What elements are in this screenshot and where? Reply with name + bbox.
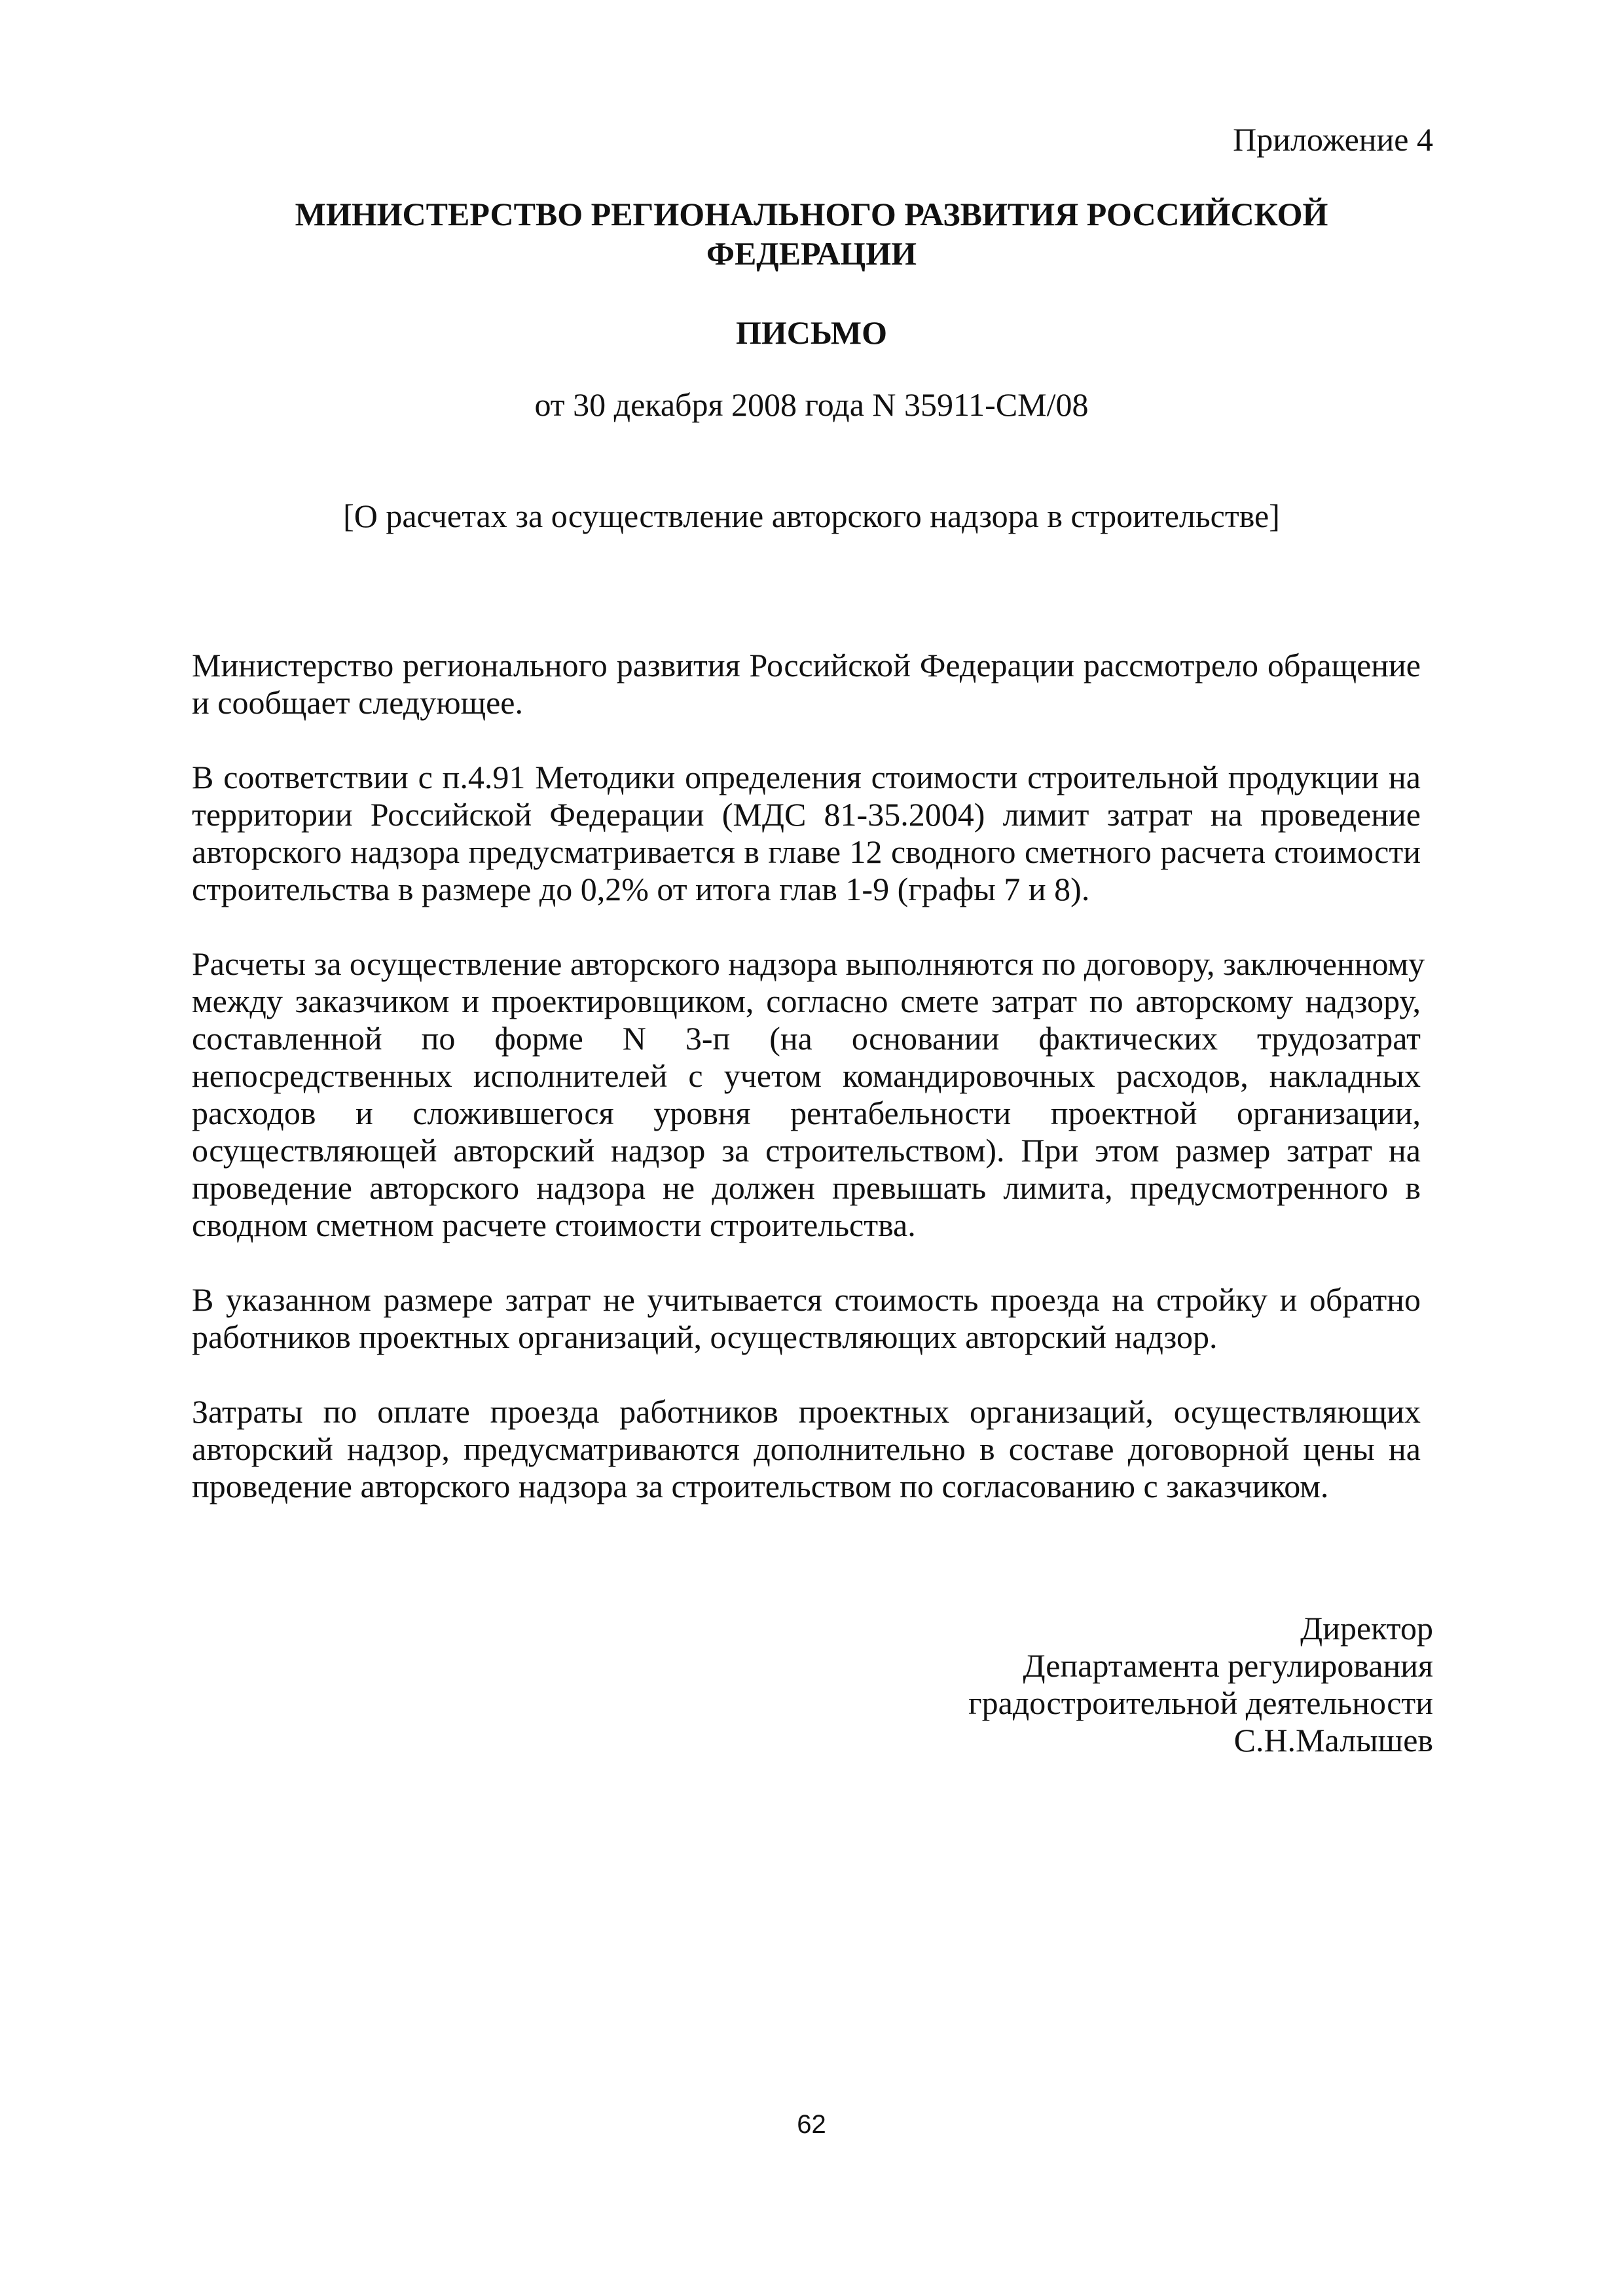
paragraph-line: Расчеты за осуществление авторского надзора выполняются по договору, заключенному (192, 945, 1425, 982)
paragraph-line: Затраты по оплате проезда работников проектных организаций, осуществляющих (192, 1393, 1421, 1430)
paragraph-line: В соответствии с п.4.91 Методики определения стоимости строительной продукции на (192, 759, 1421, 795)
letter-body (192, 647, 1425, 1542)
paragraph-line: расходов и сложившегося уровня рентабельности проектной организации, (192, 1095, 1421, 1131)
signatory-department: Департамента регулирования (1023, 1647, 1433, 1684)
paragraph-line: авторский надзор, предусматриваются дополнительно в составе договорной цены на (192, 1430, 1421, 1467)
page-number: 62 (797, 2110, 826, 2139)
document-type-title: ПИСЬМО (735, 314, 888, 351)
signatory-position: Директор (1300, 1610, 1433, 1647)
paragraph-line: и сообщает следующее. (192, 684, 523, 721)
body-paragraph (192, 945, 1425, 1244)
paragraph-line: работников проектных организаций, осуществляющих авторский надзор. (192, 1319, 1218, 1355)
paragraph-line: непосредственных исполнителей с учетом командировочных расходов, накладных (192, 1057, 1421, 1094)
ministry-name-line: ФЕДЕРАЦИИ (706, 235, 917, 272)
ministry-name-line: МИНИСТЕРСТВО РЕГИОНАЛЬНОГО РАЗВИТИЯ РОССИЙСКОЙ (295, 196, 1328, 232)
paragraph-line: В указанном размере затрат не учитывается стоимость проезда на стройку и обратно (192, 1281, 1421, 1318)
paragraph-line: проведение авторского надзора не должен превышать лимита, предусмотренного в (192, 1169, 1421, 1206)
paragraph-line: сводном сметном расчете стоимости строительства. (192, 1207, 916, 1243)
paragraph-line: строительства в размере до 0,2% от итога глав 1-9 (графы 7 и 8). (192, 871, 1090, 907)
paragraph-line: проведение авторского надзора за строительством по согласованию с заказчиком. (192, 1468, 1329, 1504)
body-paragraph (192, 1281, 1421, 1356)
signatory-department: градостроительной деятельности (968, 1685, 1433, 1721)
ministry-name (190, 194, 1433, 273)
body-paragraph (192, 759, 1421, 908)
paragraph-line: между заказчиком и проектировщиком, согласно смете затрат по авторскому надзору, (192, 983, 1421, 1019)
paragraph-line: авторского надзора предусматривается в главе 12 сводного сметного расчета стоимости (192, 833, 1421, 870)
document-date-number: от 30 декабря 2008 года N 35911-СМ/08 (534, 386, 1089, 423)
paragraph-line: Министерство регионального развития Российской Федерации рассмотрело обращение (192, 647, 1421, 683)
signatory-name: С.Н.Малышев (1233, 1722, 1433, 1758)
body-paragraph (192, 1393, 1421, 1505)
document-subject: [О расчетах за осуществление авторского надзора в строительстве] (343, 498, 1280, 534)
body-paragraph (192, 647, 1421, 721)
paragraph-line: составленной по форме N 3-п (на основании фактических трудозатрат (192, 1020, 1421, 1057)
paragraph-line: осуществляющей авторский надзор за строительством). При этом размер затрат на (192, 1132, 1421, 1169)
appendix-label: Приложение 4 (1233, 121, 1433, 158)
signature-block (968, 1610, 1433, 1759)
paragraph-line: территории Российской Федерации (МДС 81-35.2004) лимит затрат на проведение (192, 796, 1421, 833)
